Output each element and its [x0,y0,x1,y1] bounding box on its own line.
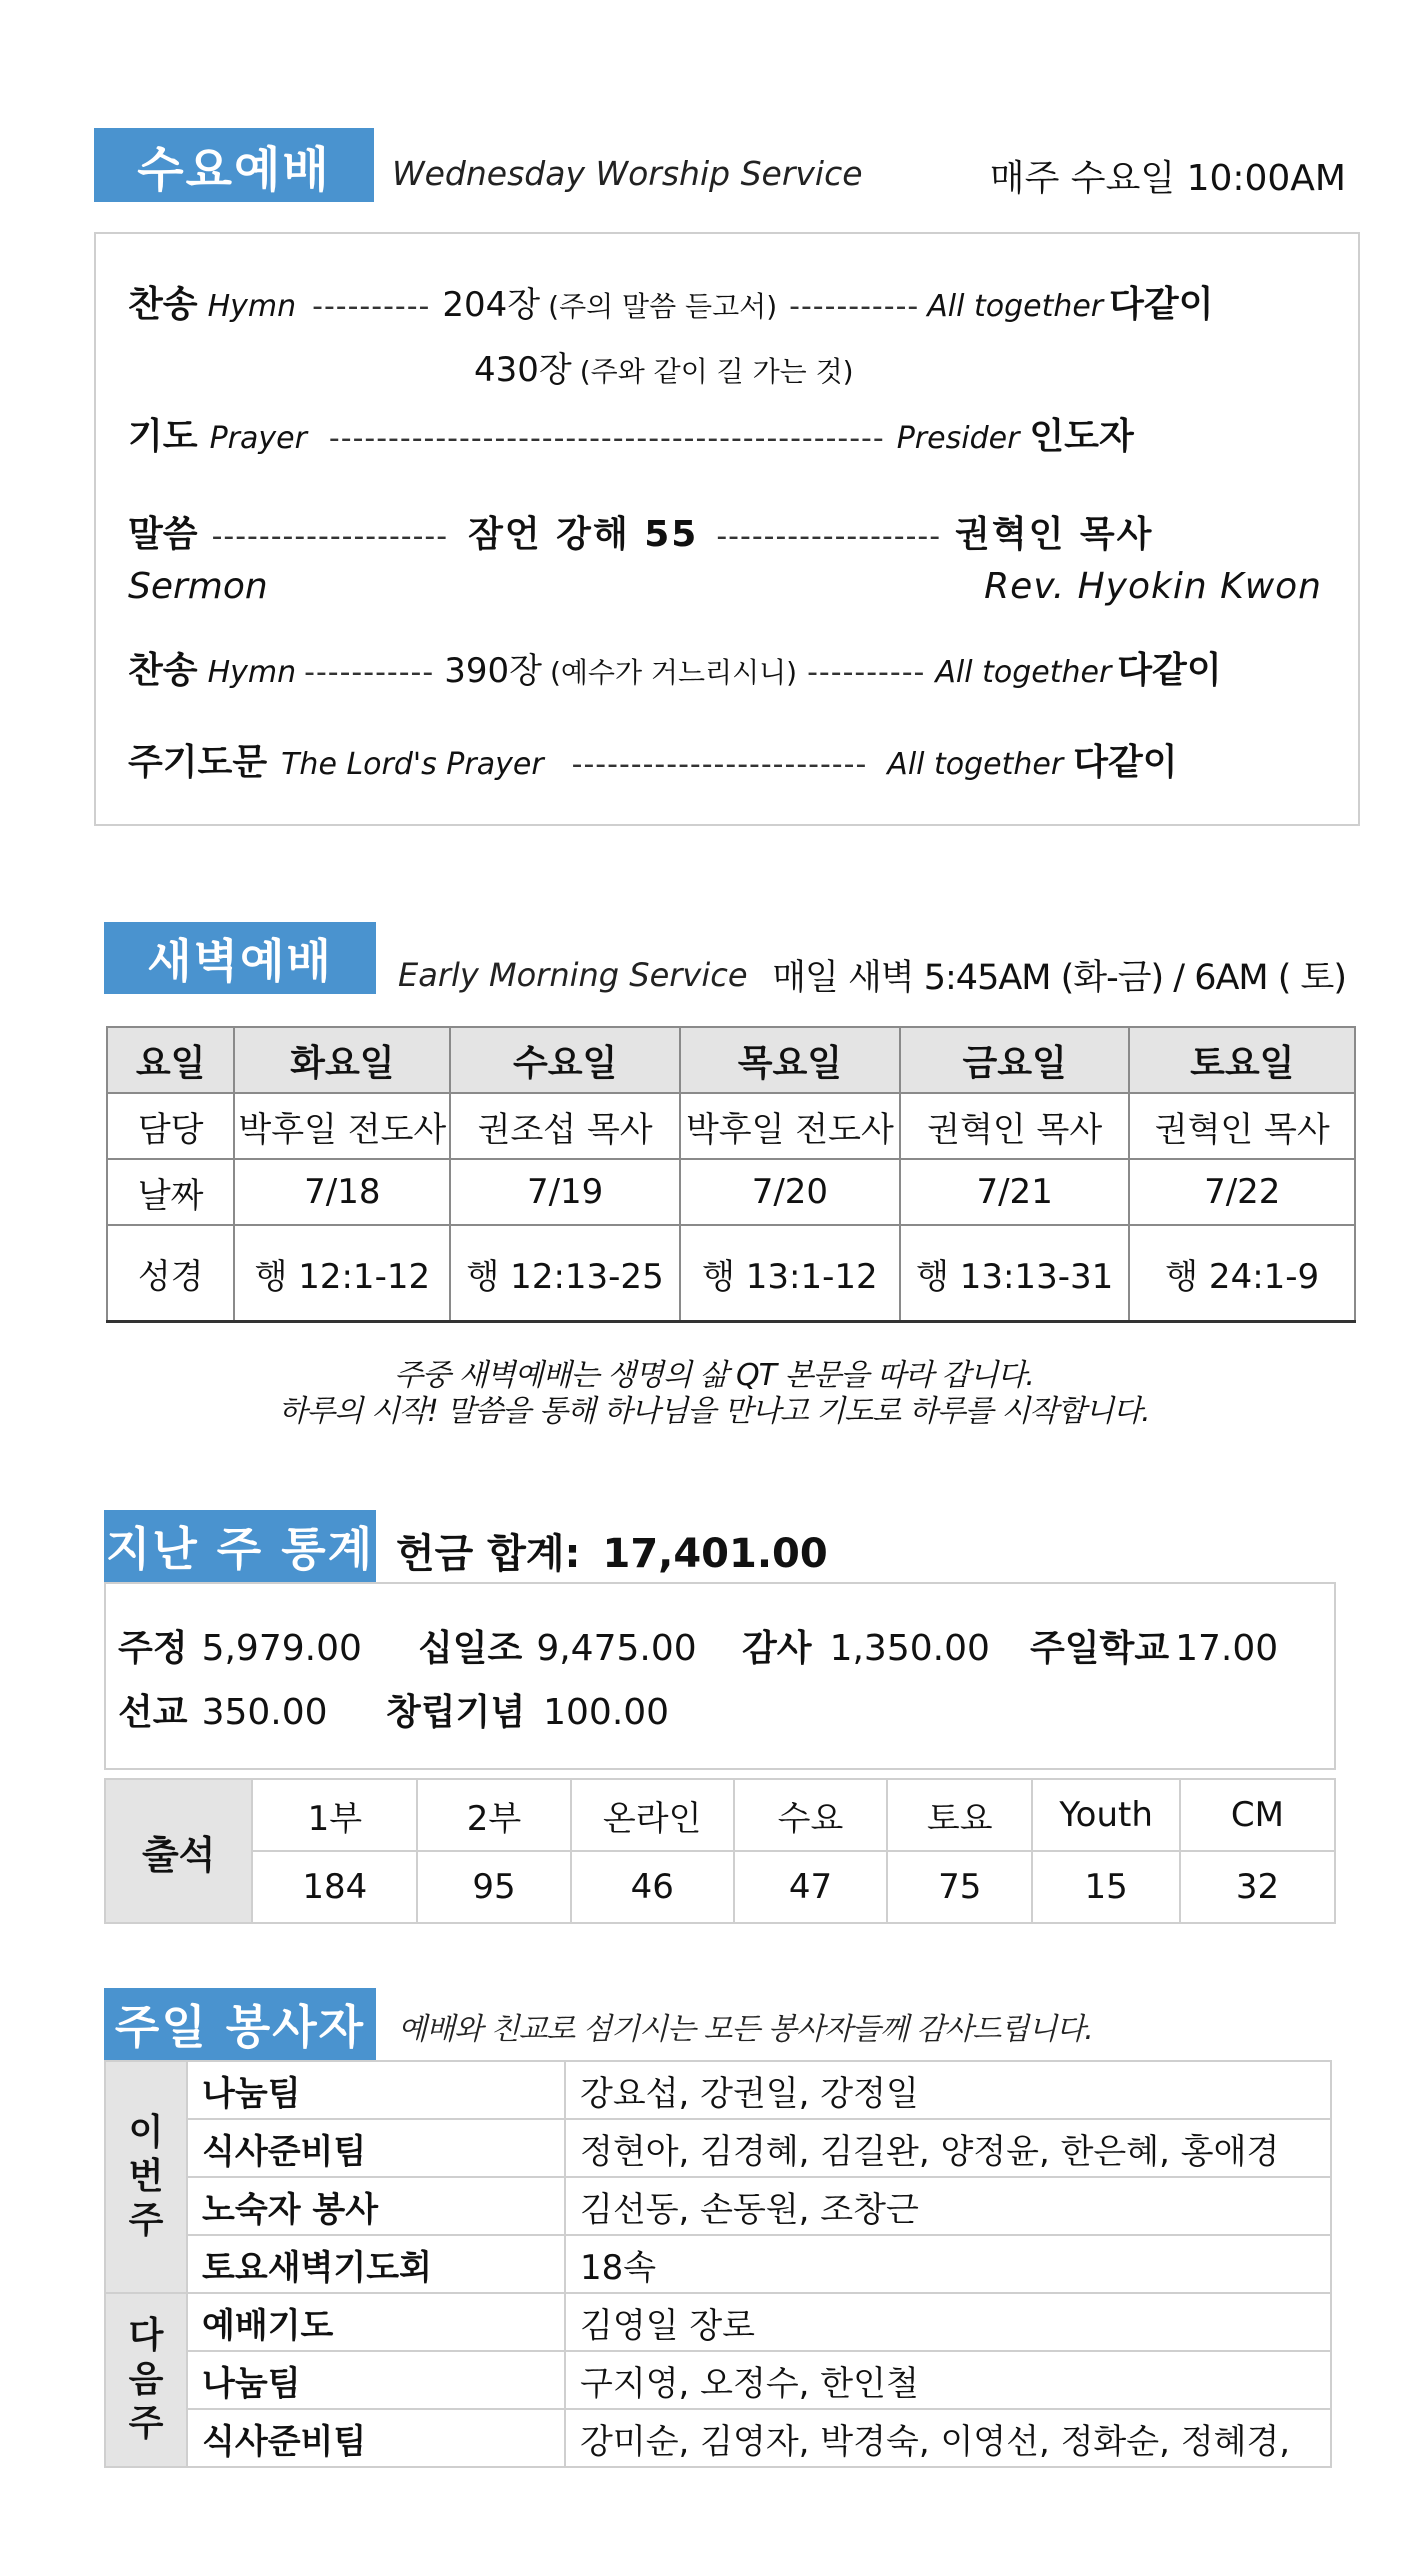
offering-total-value: 17,401.00 [602,1531,828,1577]
attendance-header-cell: 2부 [417,1779,570,1851]
hymn2-note: (예수가 거느리시니) [549,656,798,689]
schedule-row [107,1159,1355,1225]
offering-value: 17.00 [1175,1628,1279,1669]
schedule-cell: 박후일 전도사 [680,1093,900,1159]
sermon-en: Sermon [128,566,268,607]
offering-value: 5,979.00 [201,1628,362,1669]
hymn1-extra-note: (주와 같이 길 가는 것) [579,355,854,388]
attendance-header-cell: Youth [1032,1779,1180,1851]
schedule-header-cell: 요일 [107,1027,234,1093]
early-morning-section-title: 새벽예배 [104,922,376,994]
volunteer-names: 정현아, 김경혜, 김길완, 양정윤, 한은혜, 홍애경 [565,2119,1331,2177]
schedule-cell: 권혁인 목사 [900,1093,1130,1159]
volunteer-names: 김영일 장로 [565,2293,1331,2351]
this-week-label: 이 번 주 [105,2061,187,2293]
schedule-cell: 박후일 전도사 [234,1093,450,1159]
order-hymn1-extra [474,342,854,391]
hymn2-ko: 찬송 [128,650,198,691]
hymn2-dash2: ---------- [807,655,926,690]
schedule-header-cell: 화요일 [234,1027,450,1093]
schedule-cell: 7/20 [680,1159,900,1225]
volunteer-role: 예배기도 [187,2293,565,2351]
early-morning-note-1: 주중 새벽예배는 생명의 삶 QT 본문을 따라 갑니다. [394,1358,1034,1393]
schedule-cell: 날짜 [107,1159,234,1225]
lords-prayer-right-ko: 다같이 [1073,742,1178,783]
wednesday-section-title: 수요예배 [94,128,374,202]
attendance-header-cell: 수요 [734,1779,887,1851]
hymn2-right-ko: 다같이 [1117,650,1222,691]
attendance-value-cell: 15 [1032,1851,1180,1923]
schedule-cell: 성경 [107,1225,234,1322]
hymn1-extra-main: 430장 [474,350,572,390]
attendance-value-cell: 46 [571,1851,734,1923]
volunteer-role: 식사준비팀 [187,2119,565,2177]
volunteer-names: 김선동, 손동원, 조창근 [565,2177,1331,2235]
offering-value: 1,350.00 [829,1628,990,1669]
volunteers-table [104,2060,1332,2468]
volunteer-role: 나눔팀 [187,2061,565,2119]
wednesday-subtitle: Wednesday Worship Service [392,154,863,193]
schedule-cell: 행 12:1-12 [234,1225,450,1322]
order-lords-prayer [128,734,1178,785]
volunteers-subtitle: 예배와 친교로 섬기시는 모든 봉사자들께 감사드립니다. [398,2012,1093,2047]
offering-label: 주일학교 [1030,1628,1170,1669]
schedule-cell: 7/22 [1129,1159,1355,1225]
prayer-right-en: Presider [896,421,1020,456]
hymn1-ko: 찬송 [128,284,198,325]
offering-label: 창립기념 [386,1692,526,1733]
order-sermon [128,506,1153,557]
volunteer-names: 18속 [565,2235,1331,2293]
offering-total-label: 헌금 합계: [396,1531,581,1577]
schedule-header-cell: 목요일 [680,1027,900,1093]
volunteers-section-title: 주일 봉사자 [104,1988,376,2060]
sermon-right-ko: 권혁인 목사 [955,514,1154,555]
schedule-cell: 행 12:13-25 [450,1225,680,1322]
hymn1-right-ko: 다같이 [1109,284,1214,325]
lords-prayer-right-en: All together [887,747,1064,782]
volunteer-role: 노숙자 봉사 [187,2177,565,2235]
schedule-cell: 담당 [107,1093,234,1159]
lords-prayer-en: The Lord's Prayer [281,747,544,782]
hymn1-dash1: ---------- [312,289,431,324]
offering-label: 십일조 [418,1628,523,1669]
attendance-value-cell: 75 [887,1851,1032,1923]
attendance-header-cell: 토요 [887,1779,1032,1851]
sermon-dash2: ------------------- [716,519,942,554]
volunteer-row [105,2409,1331,2467]
schedule-cell: 권혁인 목사 [1129,1093,1355,1159]
wednesday-time: 매주 수요일 10:00AM [989,158,1346,199]
hymn2-dash1: ----------- [304,655,435,690]
order-hymn1 [128,276,1316,327]
prayer-ko: 기도 [128,416,198,457]
attendance-header-cell: 온라인 [571,1779,734,1851]
offering-total [396,1522,828,1579]
order-prayer [128,408,1134,459]
stats-section-title: 지난 주 통계 [104,1510,376,1582]
hymn1-right-en: All together [927,289,1104,324]
volunteer-role: 식사준비팀 [187,2409,565,2467]
attendance-value-cell: 47 [734,1851,887,1923]
schedule-header-cell: 수요일 [450,1027,680,1093]
offering-value: 100.00 [543,1692,670,1733]
hymn1-main: 204장 [442,285,541,325]
schedule-cell: 행 13:13-31 [900,1225,1130,1322]
offering-value: 350.00 [201,1692,328,1733]
schedule-cell: 7/18 [234,1159,450,1225]
hymn2-right-en: All together [935,655,1112,690]
offering-item [1030,1620,1278,1671]
volunteer-row [105,2177,1331,2235]
schedule-row [107,1093,1355,1159]
prayer-dash: ----------------------------------------------- [328,421,885,456]
volunteer-names: 강미순, 김영자, 박경숙, 이영선, 정화순, 정혜경, [565,2409,1331,2467]
attendance-table [104,1778,1336,1924]
schedule-header-cell: 토요일 [1129,1027,1355,1093]
offering-value: 9,475.00 [536,1628,697,1669]
hymn2-en: Hymn [207,655,297,690]
attendance-value-row [105,1851,1335,1923]
hymn1-note: (주의 말씀 듣고서) [548,290,778,323]
offering-item [118,1684,328,1735]
hymn2-main: 390장 [444,651,542,691]
schedule-row [107,1225,1355,1322]
prayer-en: Prayer [209,421,307,456]
volunteer-names: 구지영, 오정수, 한인철 [565,2351,1331,2409]
early-morning-note-2: 하루의 시작! 말씀을 통해 하나님을 만나고 기도로 하루를 시작합니다. [278,1394,1150,1429]
volunteer-row [105,2061,1331,2119]
volunteer-role: 나눔팀 [187,2351,565,2409]
offering-label: 선교 [118,1692,188,1733]
lords-prayer-dash: ------------------------- [571,747,868,782]
schedule-cell: 7/21 [900,1159,1130,1225]
hymn1-dash2: ----------- [789,289,920,324]
attendance-header-row [105,1779,1335,1851]
attendance-header-cell: CM [1180,1779,1335,1851]
prayer-right-ko: 인도자 [1029,416,1134,457]
volunteer-row [105,2293,1331,2351]
sermon-right-en: Rev. Hyokin Kwon [984,566,1322,607]
volunteer-row [105,2235,1331,2293]
attendance-label: 출석 [105,1779,252,1923]
early-morning-schedule-table [106,1026,1356,1323]
volunteer-role: 토요새벽기도회 [187,2235,565,2293]
volunteer-row [105,2119,1331,2177]
offering-item [418,1620,697,1671]
attendance-value-cell: 184 [252,1851,417,1923]
offerings-box [104,1582,1336,1770]
schedule-cell: 7/19 [450,1159,680,1225]
sermon-dash1: -------------------- [211,519,449,554]
schedule-header-row [107,1027,1355,1093]
attendance-value-cell: 95 [417,1851,570,1923]
sermon-main: 잠언 강해 55 [468,514,699,555]
early-morning-time: 매일 새벽 5:45AM (화-금) / 6AM ( 토) [772,958,1346,998]
volunteer-names: 강요섭, 강권일, 강정일 [565,2061,1331,2119]
volunteer-row [105,2351,1331,2409]
attendance-value-cell: 32 [1180,1851,1335,1923]
schedule-cell: 행 13:1-12 [680,1225,900,1322]
hymn1-en: Hymn [207,289,297,324]
next-week-label: 다 음 주 [105,2293,187,2467]
offering-item [118,1620,362,1671]
offering-label: 주정 [118,1628,188,1669]
offering-item [386,1684,669,1735]
schedule-header-cell: 금요일 [900,1027,1130,1093]
offering-item [742,1620,990,1671]
schedule-cell: 권조섭 목사 [450,1093,680,1159]
order-hymn2 [128,642,1222,693]
offering-label: 감사 [742,1628,812,1669]
lords-prayer-ko: 주기도문 [128,742,268,783]
sermon-ko: 말씀 [128,514,198,555]
schedule-cell: 행 24:1-9 [1129,1225,1355,1322]
early-morning-subtitle: Early Morning Service [398,956,748,994]
attendance-header-cell: 1부 [252,1779,417,1851]
